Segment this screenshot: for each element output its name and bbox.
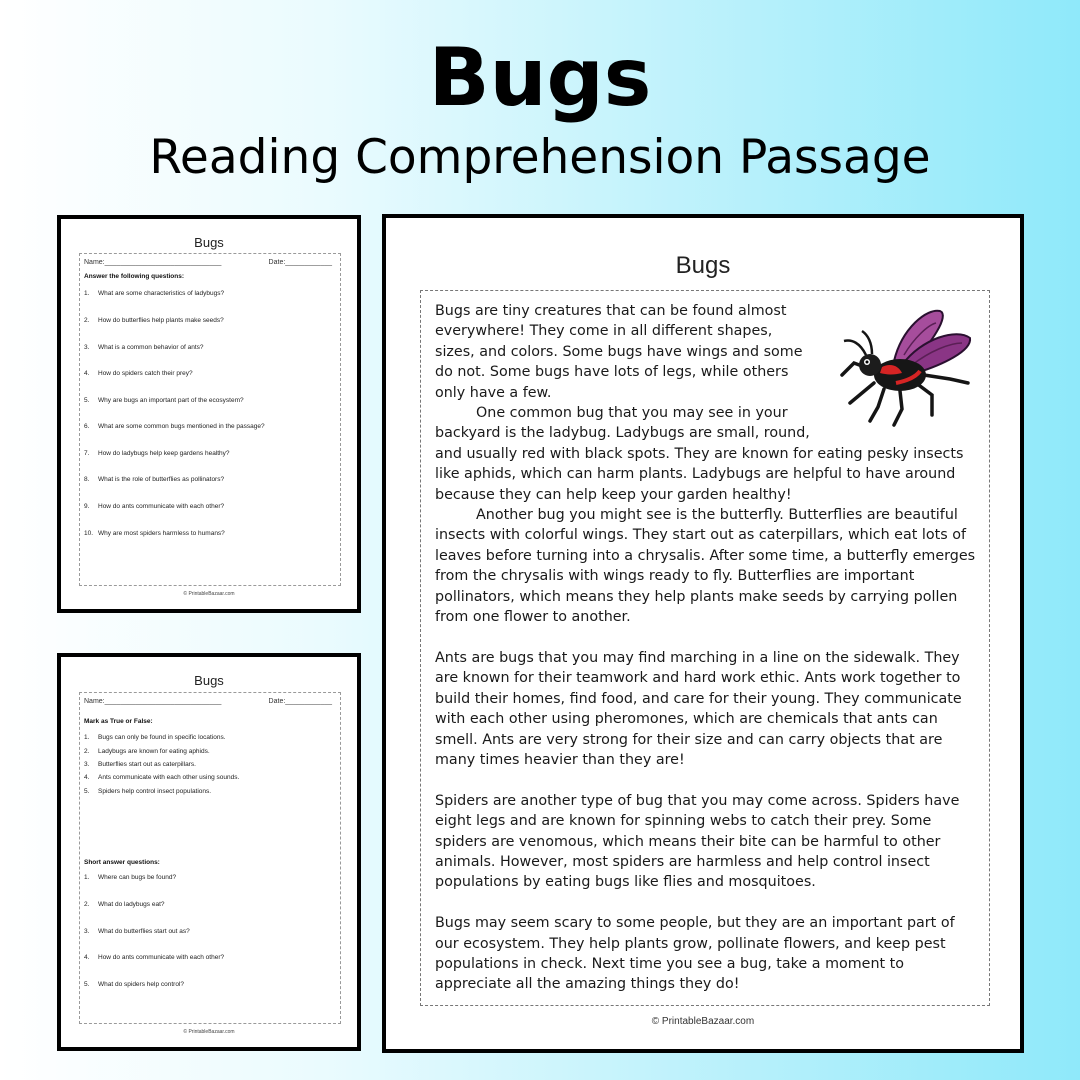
short-answer-item: 2. What do ladybugs eat? [84, 901, 165, 908]
name-line: Name:______________________________ [84, 259, 222, 266]
date-line: Date:____________ [268, 698, 332, 705]
question-item: 5. Why are bugs an important part of the ecosystem? [84, 397, 244, 404]
worksheet-frame [79, 253, 341, 586]
passage-paragraph: Bugs are tiny creatures that can be found almost everywhere! They come in all different shapes, sizes, and colors. Some bugs have wings and some do not. Some bugs have lots of legs, while others only have a few. [435, 303, 803, 401]
short-answer-item: 1. Where can bugs be found? [84, 874, 177, 881]
true-false-heading: Mark as True or False: [84, 718, 153, 725]
instruction-heading: Answer the following questions: [84, 273, 185, 280]
passage-paragraph: Bugs may seem scary to some people, but they are an important part of our ecosystem. They help plants grow, pollinate flowers, and keep pest populations in check. Next time you see a bug, take a moment to appreciate all the amazing things they do! [435, 915, 955, 993]
questions-worksheet-preview [57, 215, 361, 613]
copyright-footer: © PrintableBazaar.com [183, 591, 235, 597]
question-item: 7. How do ladybugs help keep gardens healthy? [84, 450, 230, 457]
question-item: 8. What is the role of butterflies as pollinators? [84, 476, 225, 483]
true-false-item: 2. Ladybugs are known for eating aphids. [84, 748, 210, 755]
worksheet-title: Bugs [194, 235, 224, 250]
question-item: 1. What are some characteristics of ladybugs? [84, 290, 225, 297]
passage-paragraph: One common bug that you may see in your backyard is the ladybug. Ladybugs are small, round, and usually red with black spots. They are known for eating pesky insects like aphids, which can harm plants. Ladybugs are helpful to have around because they can help keep your garden healthy! [435, 405, 964, 503]
true-false-item: 5. Spiders help control insect populations. [84, 788, 212, 795]
question-item: 9. How do ants communicate with each other? [84, 503, 225, 510]
short-answer-item: 3. What do butterflies start out as? [84, 928, 190, 935]
short-answer-heading: Short answer questions: [84, 859, 160, 866]
worksheet-frame [79, 692, 341, 1024]
copyright-footer: © PrintableBazaar.com [651, 1016, 755, 1027]
passage-frame [420, 290, 990, 1006]
question-item: 4. How do spiders catch their prey? [84, 370, 193, 377]
copyright-footer: © PrintableBazaar.com [183, 1029, 235, 1035]
bug-illustration-icon [832, 303, 980, 433]
passage-paragraph: Ants are bugs that you may find marching in a line on the sidewalk. They are known for their teamwork and hard work ethic. Ants work together to build their homes, find food, and care for their young. They communicate with each other using pheromones, which are chemicals that ants can smell. Ants are very strong for their size and can carry objects that are many times heavier than they are! [435, 649, 962, 768]
true-false-item: 1. Bugs can only be found in specific locations. [84, 734, 226, 741]
true-false-item: 3. Butterflies start out as caterpillars. [84, 761, 196, 768]
question-item: 3. What is a common behavior of ants? [84, 344, 204, 351]
passage-text [435, 301, 980, 995]
passage-title: Bugs [675, 252, 731, 279]
page-title: Bugs [428, 31, 652, 124]
short-answer-item: 4. How do ants communicate with each other? [84, 954, 225, 961]
short-answer-item: 5. What do spiders help control? [84, 981, 184, 988]
true-false-item: 4. Ants communicate with each other using sounds. [84, 774, 240, 781]
passage-paragraph: Another bug you might see is the butterfly. Butterflies are beautiful insects with colorful wings. They start out as caterpillars, which eat lots of leaves before turning into a chrysalis. After some time, a butterfly emerges from the chrysalis with wings ready to fly. Butterflies are important pollinators, which means they help plants make seeds by carrying pollen from one flower to another. [435, 507, 976, 626]
name-line: Name:______________________________ [84, 698, 222, 705]
true-false-worksheet-preview [57, 653, 361, 1051]
passage-worksheet-preview [382, 214, 1024, 1053]
question-item: 6. What are some common bugs mentioned in the passage? [84, 423, 265, 430]
worksheet-title: Bugs [194, 673, 224, 688]
passage-paragraph: Spiders are another type of bug that you may come across. Spiders have eight legs and are known for spinning webs to catch their prey. Some spiders are venomous, which means their bite can be harmful to other animals. However, most spiders are harmless and help control insect populations by eating bugs like flies and mosquitoes. [435, 792, 960, 891]
date-line: Date:____________ [268, 259, 332, 266]
page-subtitle: Reading Comprehension Passage [149, 130, 931, 185]
question-item: 2. How do butterflies help plants make seeds? [84, 317, 224, 324]
question-item: 10. Why are most spiders harmless to humans? [84, 530, 225, 537]
